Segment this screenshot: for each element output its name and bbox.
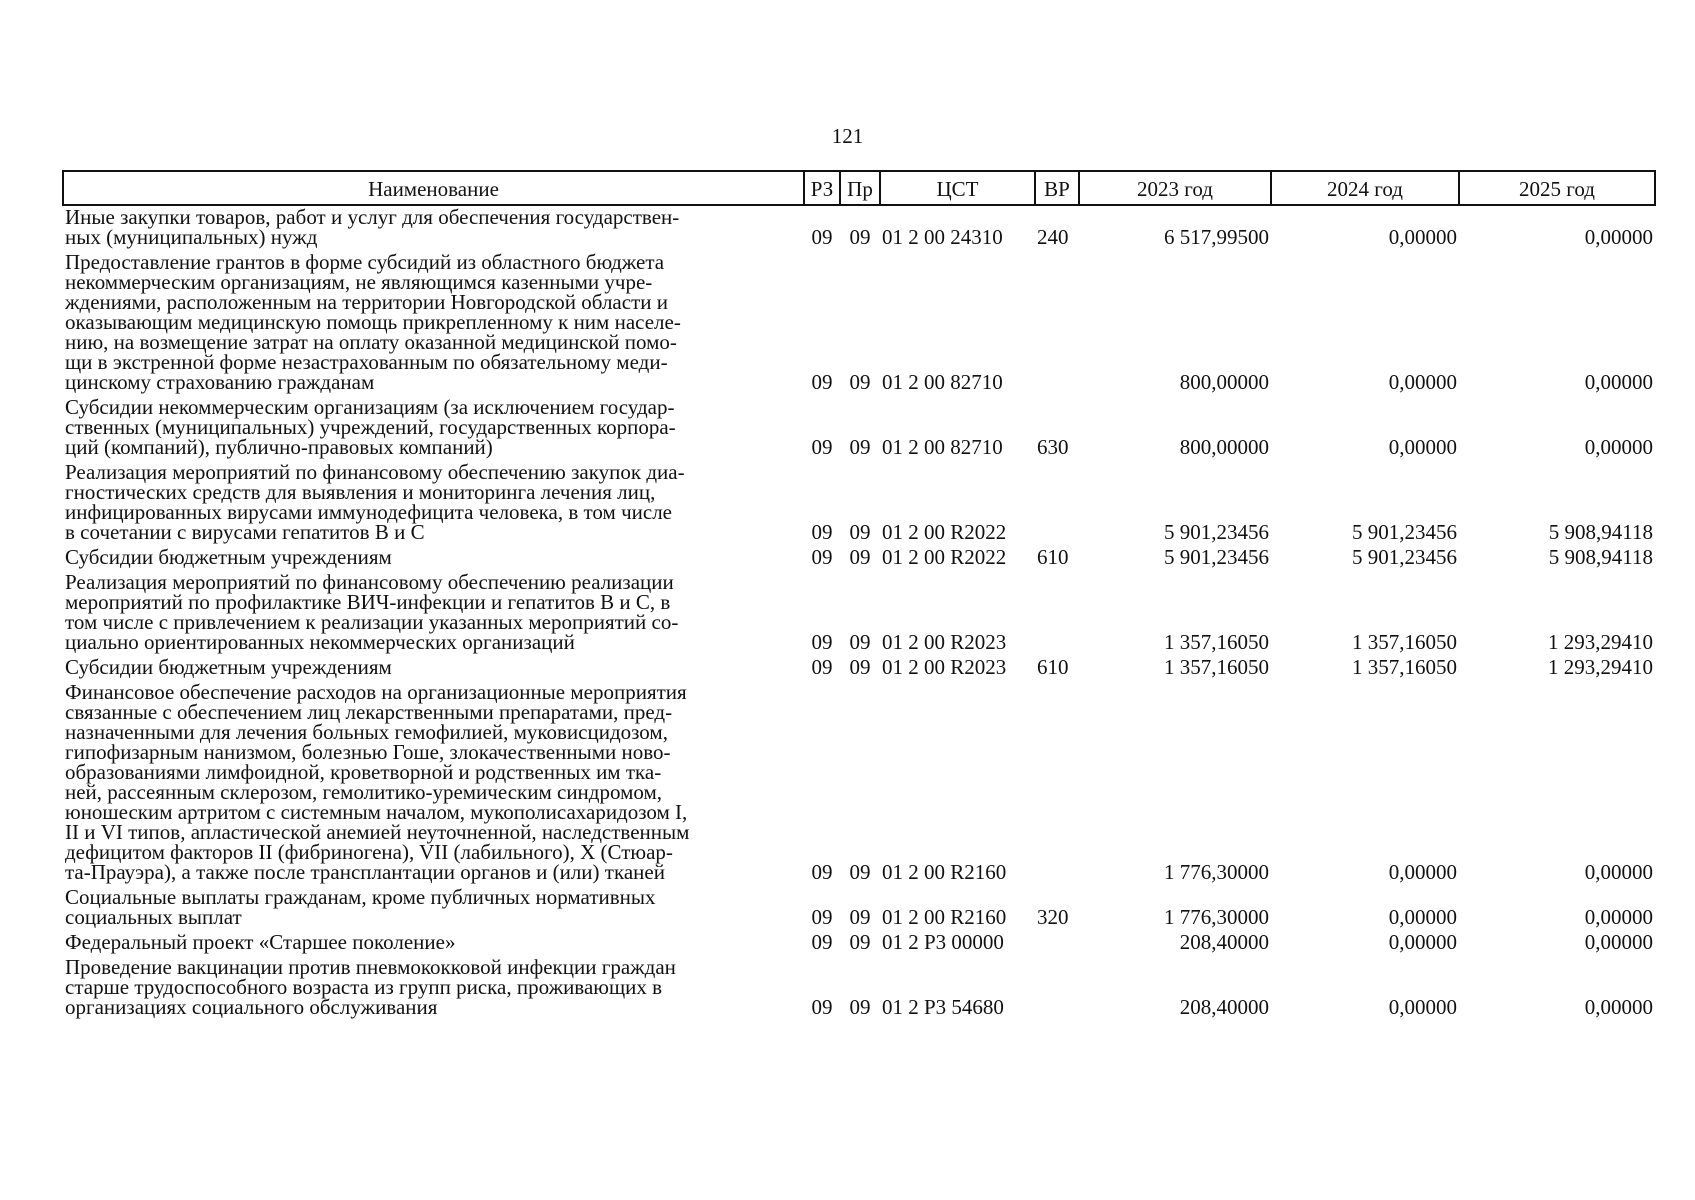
row-2023: 208,40000 xyxy=(1179,930,1269,954)
row-rz: 09 xyxy=(811,520,833,544)
header-2025: 2025 год xyxy=(1459,171,1655,205)
row-vr xyxy=(1035,956,1079,1021)
row-vr: 610 xyxy=(1037,655,1069,679)
header-2023: 2023 год xyxy=(1079,171,1271,205)
row-rz: 09 xyxy=(811,995,833,1019)
row-name-line: ственных (муниципальных) учреждений, государственных корпора- xyxy=(65,415,676,439)
row-name-line: Субсидии бюджетным учреждениям xyxy=(65,545,392,569)
row-2024: 0,00000 xyxy=(1388,435,1457,459)
row-2024: 1 357,16050 xyxy=(1352,630,1457,654)
page-number: 121 xyxy=(831,124,864,148)
row-2024: 0,00000 xyxy=(1388,930,1457,954)
row-pr: 09 xyxy=(849,860,871,884)
row-2023: 800,00000 xyxy=(1179,435,1269,459)
row-2023: 1 776,30000 xyxy=(1164,860,1269,884)
row-vr: 630 xyxy=(1037,435,1069,459)
header-name: Наименование xyxy=(63,171,804,205)
table-row xyxy=(63,681,1655,886)
row-rz: 09 xyxy=(811,860,833,884)
row-name xyxy=(63,931,804,956)
row-2025: 0,00000 xyxy=(1584,930,1653,954)
header-pr: Пр xyxy=(840,171,880,205)
row-name-line: Проведение вакцинации против пневмококковой инфекции граждан xyxy=(65,955,676,979)
row-2024: 0,00000 xyxy=(1388,995,1457,1019)
row-2025: 1 293,29410 xyxy=(1548,655,1653,679)
budget-table xyxy=(62,170,1656,1021)
table-row xyxy=(63,931,1655,956)
row-name xyxy=(63,546,804,571)
row-name-line: ждениями, расположенным на территории Новгородской области и xyxy=(65,290,668,314)
row-rz: 09 xyxy=(811,545,833,569)
row-name-line: ней, рассеянным склерозом, гемолитико-уремическим синдромом, xyxy=(65,780,663,804)
row-2023: 1 357,16050 xyxy=(1164,630,1269,654)
row-2023: 800,00000 xyxy=(1179,370,1269,394)
row-2023: 208,40000 xyxy=(1179,995,1269,1019)
row-rz: 09 xyxy=(811,435,833,459)
row-cst: 01 2 00 R2023 xyxy=(882,630,1007,654)
header-cst: ЦСТ xyxy=(880,171,1035,205)
table-body xyxy=(63,205,1655,1021)
row-cst: 01 2 00 R2160 xyxy=(882,860,1007,884)
row-name-line: Реализация мероприятий по финансовому обеспечению закупок диа- xyxy=(65,460,685,484)
row-2025: 0,00000 xyxy=(1584,860,1653,884)
row-pr: 09 xyxy=(849,520,871,544)
table-row xyxy=(63,205,1655,251)
row-name xyxy=(63,251,804,396)
row-name-line: Финансовое обеспечение расходов на организационные мероприятия xyxy=(65,680,687,704)
row-pr: 09 xyxy=(849,995,871,1019)
row-name xyxy=(63,656,804,681)
row-name-line: дефицитом факторов II (фибриногена), VII (лабильного), X (Стюар- xyxy=(65,840,673,864)
row-name-line: социальных выплат xyxy=(65,905,242,929)
row-2024: 5 901,23456 xyxy=(1352,545,1457,569)
row-cst: 01 2 00 R2023 xyxy=(882,655,1007,679)
header-2024: 2024 год xyxy=(1271,171,1459,205)
row-vr xyxy=(1035,251,1079,396)
row-name-line: старше трудоспособного возраста из групп риска, проживающих в xyxy=(65,975,663,999)
row-name-line: щи в экстренной форме незастрахованным по обязательному меди- xyxy=(65,350,668,374)
row-name-line: II и VI типов, апластической анемией неуточненной, наследственным xyxy=(65,820,690,844)
row-pr: 09 xyxy=(849,435,871,459)
row-2025: 0,00000 xyxy=(1584,995,1653,1019)
row-name-line: Предоставление грантов в форме субсидий из областного бюджета xyxy=(65,250,665,274)
row-name-line: оказывающим медицинскую помощь прикрепленному к ним населе- xyxy=(65,310,681,334)
row-name xyxy=(63,461,804,546)
row-2024: 0,00000 xyxy=(1388,225,1457,249)
row-name xyxy=(63,681,804,886)
row-2025: 0,00000 xyxy=(1584,905,1653,929)
row-cst: 01 2 00 82710 xyxy=(882,370,1003,394)
row-cst: 01 2 00 R2160 xyxy=(882,905,1007,929)
row-2024: 1 357,16050 xyxy=(1352,655,1457,679)
row-name-line: ных (муниципальных) нужд xyxy=(65,225,318,249)
row-name-line: цинскому страхованию гражданам xyxy=(65,370,375,394)
row-rz: 09 xyxy=(811,905,833,929)
row-pr: 09 xyxy=(849,370,871,394)
table-row xyxy=(63,886,1655,931)
row-2024: 0,00000 xyxy=(1388,370,1457,394)
row-name-line: Субсидии некоммерческим организациям (за исключением государ- xyxy=(65,395,675,419)
row-2025: 0,00000 xyxy=(1584,435,1653,459)
row-cst: 01 2 00 R2022 xyxy=(882,520,1007,544)
row-rz: 09 xyxy=(811,225,833,249)
table-header xyxy=(63,171,1655,205)
row-name xyxy=(63,205,804,251)
table-row xyxy=(63,546,1655,571)
row-vr: 320 xyxy=(1037,905,1069,929)
row-name xyxy=(63,956,804,1021)
row-name-line: в сочетании с вирусами гепатитов В и С xyxy=(65,520,425,544)
row-name xyxy=(63,571,804,656)
row-vr xyxy=(1035,681,1079,886)
row-pr: 09 xyxy=(849,225,871,249)
row-vr xyxy=(1035,931,1079,956)
row-2023: 1 776,30000 xyxy=(1164,905,1269,929)
row-rz: 09 xyxy=(811,655,833,679)
row-name-line: гностических средств для выявления и мониторинга лечения лиц, xyxy=(65,480,656,504)
row-2025: 5 908,94118 xyxy=(1548,520,1653,544)
row-name-line: назначенными для лечения больных гемофилией, муковисцидозом, xyxy=(65,720,668,744)
header-vr: ВР xyxy=(1035,171,1079,205)
row-2024: 5 901,23456 xyxy=(1352,520,1457,544)
row-name-line: Субсидии бюджетным учреждениям xyxy=(65,655,392,679)
row-pr: 09 xyxy=(849,545,871,569)
row-name-line: Социальные выплаты гражданам, кроме публичных нормативных xyxy=(65,885,656,909)
row-vr: 610 xyxy=(1037,545,1069,569)
row-cst: 01 2 00 R2022 xyxy=(882,545,1007,569)
row-name-line: связанные с обеспечением лиц лекарственными препаратами, пред- xyxy=(65,700,673,724)
row-cst: 01 2 00 24310 xyxy=(882,225,1003,249)
row-rz: 09 xyxy=(811,630,833,654)
row-name-line: организациях социального обслуживания xyxy=(65,995,438,1019)
row-name-line: том числе с привлечением к реализации указанных мероприятий со- xyxy=(65,610,679,634)
row-vr xyxy=(1035,571,1079,656)
header-rz: РЗ xyxy=(804,171,840,205)
row-name xyxy=(63,886,804,931)
row-pr: 09 xyxy=(849,655,871,679)
row-name-line: инфицированных вирусами иммунодефицита человека, в том числе xyxy=(65,500,672,524)
row-name-line: некоммерческим организациям, не являющимся казенными учре- xyxy=(65,270,653,294)
row-rz: 09 xyxy=(811,370,833,394)
row-2025: 1 293,29410 xyxy=(1548,630,1653,654)
row-name-line: та-Прауэра), а также после трансплантации органов и (или) тканей xyxy=(65,860,665,884)
row-pr: 09 xyxy=(849,905,871,929)
row-pr: 09 xyxy=(849,630,871,654)
row-name-line: ций (компаний), публично-правовых компаний) xyxy=(65,435,493,459)
row-name-line: Иные закупки товаров, работ и услуг для обеспечения государствен- xyxy=(65,205,680,229)
table-row xyxy=(63,461,1655,546)
row-name-line: нию, на возмещение затрат на оплату оказанной медицинской помо- xyxy=(65,330,677,354)
row-cst: 01 2 P3 00000 xyxy=(882,930,1004,954)
table-row xyxy=(63,956,1655,1021)
row-2023: 5 901,23456 xyxy=(1164,520,1269,544)
table-row xyxy=(63,251,1655,396)
row-name-line: Федеральный проект «Старшее поколение» xyxy=(65,930,456,954)
row-name-line: юношеским артритом с системным началом, мукополисахаридозом I, xyxy=(65,800,688,824)
row-pr: 09 xyxy=(849,930,871,954)
row-cst: 01 2 P3 54680 xyxy=(882,995,1004,1019)
row-name-line: гипофизарным нанизмом, болезнью Гоше, злокачественными ново- xyxy=(65,740,671,764)
row-2025: 0,00000 xyxy=(1584,225,1653,249)
row-vr: 240 xyxy=(1037,225,1069,249)
row-name-line: циально ориентированных некоммерческих организаций xyxy=(65,630,575,654)
row-2023: 5 901,23456 xyxy=(1164,545,1269,569)
row-name-line: Реализация мероприятий по финансовому обеспечению реализации xyxy=(65,570,674,594)
row-name-line: мероприятий по профилактике ВИЧ-инфекции и гепатитов В и С, в xyxy=(65,590,671,614)
row-2023: 1 357,16050 xyxy=(1164,655,1269,679)
row-name xyxy=(63,396,804,461)
header-row xyxy=(63,171,1655,205)
row-cst: 01 2 00 82710 xyxy=(882,435,1003,459)
row-name-line: образованиями лимфоидной, кроветворной и родственных им тка- xyxy=(65,760,662,784)
row-2024: 0,00000 xyxy=(1388,860,1457,884)
table-row xyxy=(63,396,1655,461)
row-vr xyxy=(1035,461,1079,546)
row-2025: 0,00000 xyxy=(1584,370,1653,394)
row-2023: 6 517,99500 xyxy=(1164,225,1269,249)
row-2025: 5 908,94118 xyxy=(1548,545,1653,569)
table-row xyxy=(63,571,1655,656)
row-2024: 0,00000 xyxy=(1388,905,1457,929)
row-rz: 09 xyxy=(811,930,833,954)
table-row xyxy=(63,656,1655,681)
